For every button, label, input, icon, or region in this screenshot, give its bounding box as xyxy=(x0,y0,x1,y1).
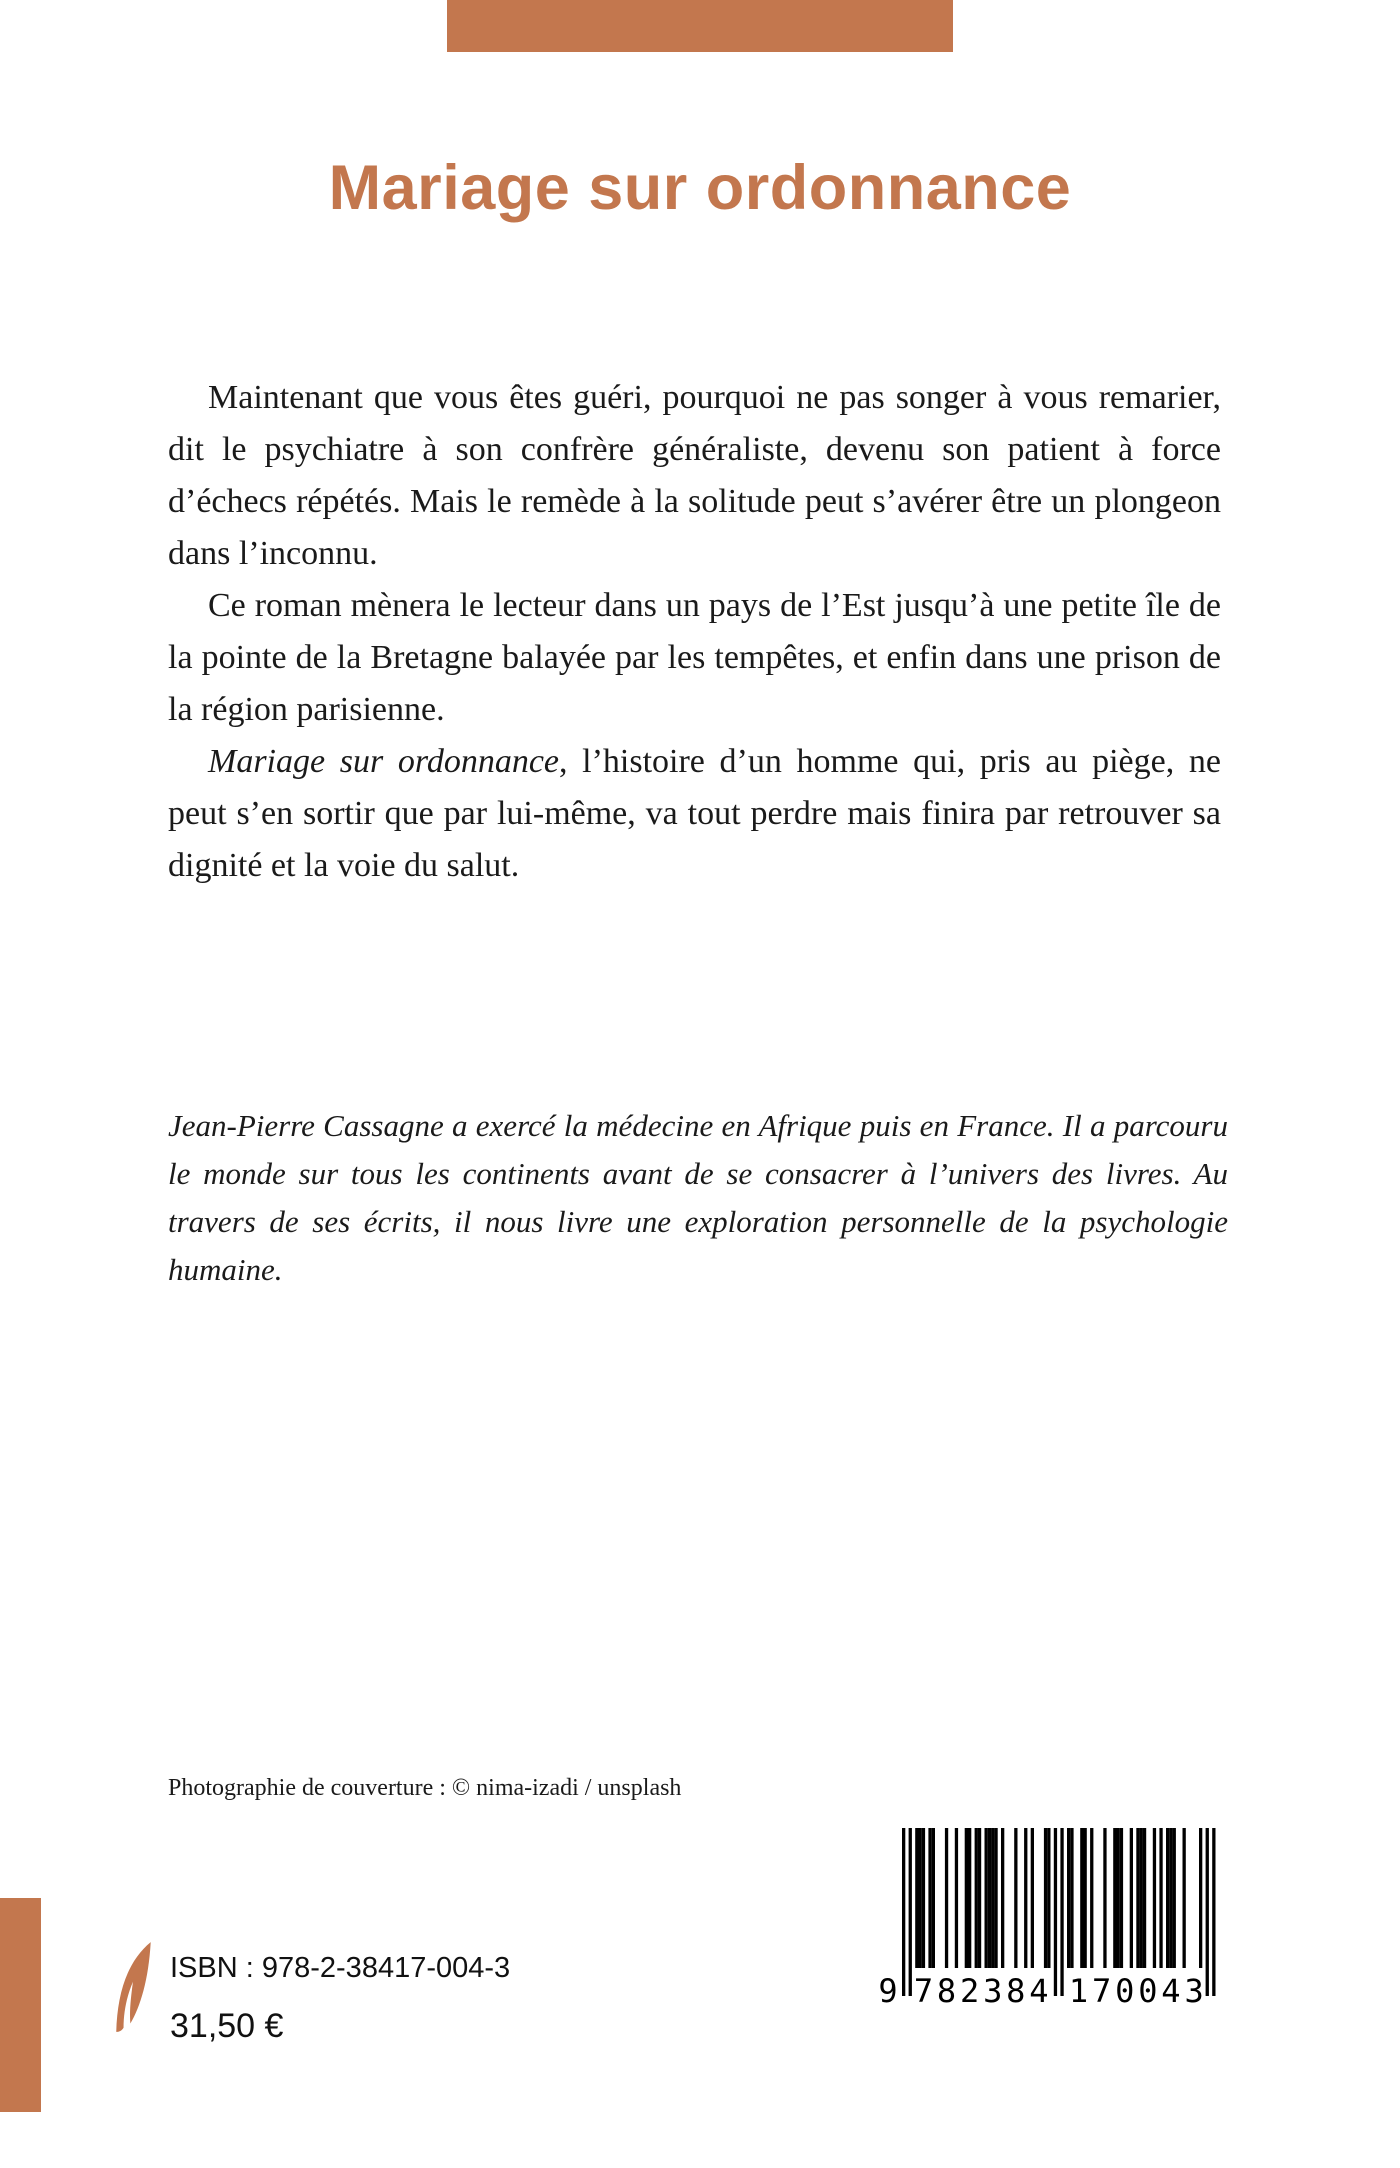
isbn-text: ISBN : 978-2-38417-004-3 xyxy=(170,1952,511,1984)
svg-text:4: 4 xyxy=(1029,1972,1049,2010)
book-title-inline: Mariage sur ordonnance xyxy=(208,743,559,780)
svg-text:3: 3 xyxy=(983,1972,1003,2010)
book-title: Mariage sur ordonnance xyxy=(328,153,1072,223)
svg-text:3: 3 xyxy=(1184,1972,1204,2010)
ean13-barcode xyxy=(880,1828,1220,2023)
svg-text:0: 0 xyxy=(1115,1972,1135,2010)
top-accent-bar xyxy=(447,0,953,52)
synopsis-paragraph-3-rest: , l’histoire d’un homme qui, pris au piège, ne peut s’en sortir que par lui-même, va tout perdre mais finira par retrouver sa dignité et la voie du salut. xyxy=(168,743,1221,884)
svg-text:1: 1 xyxy=(1068,1972,1089,2010)
feather-icon xyxy=(110,1940,158,2034)
svg-text:7: 7 xyxy=(1091,1972,1112,2010)
svg-text:9: 9 xyxy=(880,1972,898,2010)
synopsis-paragraph-1: Maintenant que vous êtes guéri, pourquoi ne pas songer à vous remarier, dit le psychiatre à son confrère généraliste, devenu son patient à force d’échecs répétés. Mais le remède à la solitude peut s’avérer être un plongeon dans l’inconnu. xyxy=(168,379,1221,572)
svg-text:0: 0 xyxy=(1138,1972,1158,2010)
barcode xyxy=(880,1828,1225,2028)
svg-text:4: 4 xyxy=(1161,1972,1181,2010)
publisher-accent-strip xyxy=(0,1898,41,2112)
synopsis-paragraph-3 xyxy=(168,736,1221,892)
price-text: 31,50 € xyxy=(170,2007,284,2045)
svg-text:7: 7 xyxy=(913,1972,934,2010)
svg-text:2: 2 xyxy=(959,1972,980,2010)
synopsis-paragraph-2: Ce roman mènera le lecteur dans un pays de l’Est jusqu’à une petite île de la pointe de la Bretagne balayée par les tempêtes, et enfin dans une prison de la région parisienne. xyxy=(168,587,1221,728)
svg-text:8: 8 xyxy=(1006,1972,1026,2010)
isbn-block xyxy=(170,1952,510,2046)
synopsis xyxy=(168,372,1221,892)
author-bio: Jean-Pierre Cassagne a exercé la médecine en Afrique puis en France. Il a parcouru le monde sur tous les continents avant de se consacrer à l’univers des livres. Au travers de ses écrits, il nous livre une exploration personnelle de la psychologie humaine. xyxy=(168,1108,1228,1287)
photo-credit: Photographie de couverture : © nima-izadi / unsplash xyxy=(168,1775,682,1801)
svg-text:8: 8 xyxy=(936,1972,957,2010)
